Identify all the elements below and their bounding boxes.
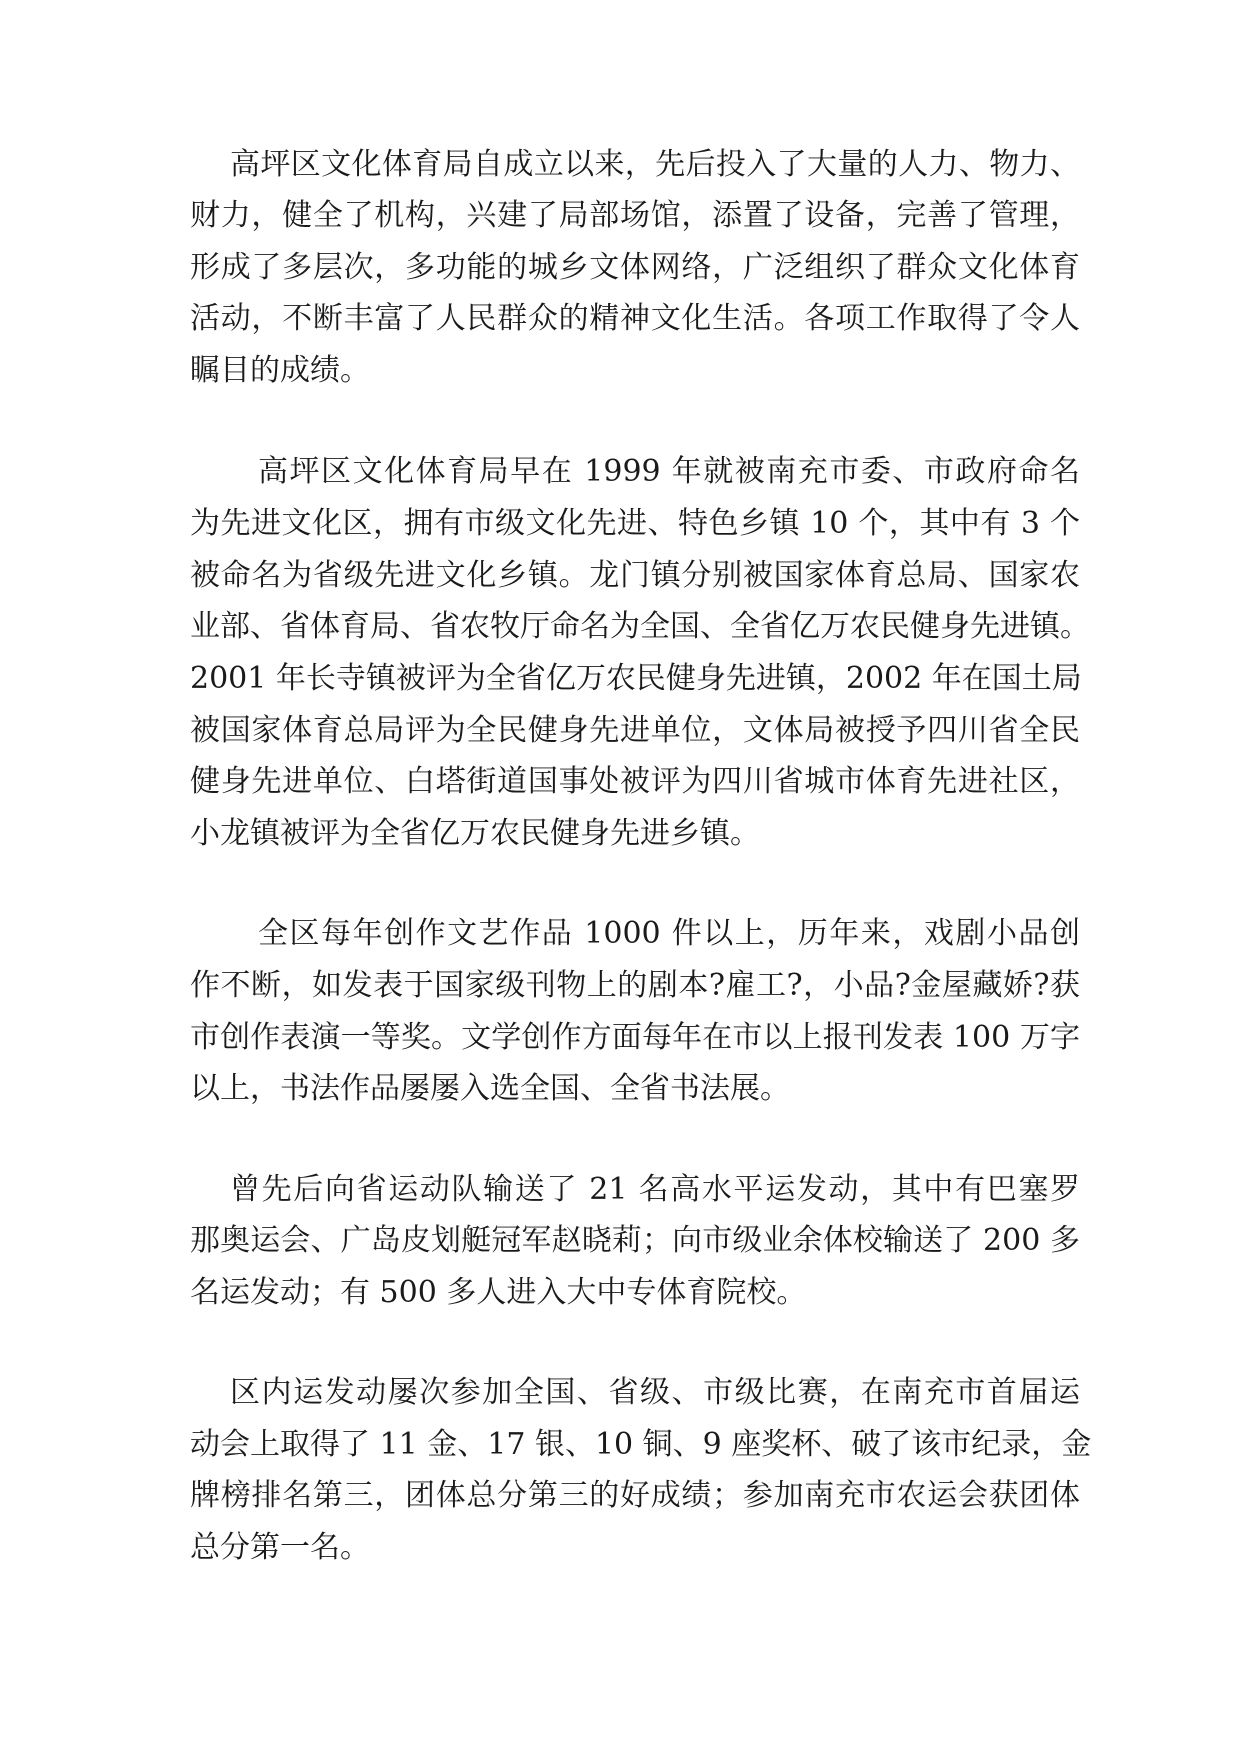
paragraph-1-line-2: 财力，健全了机构，兴建了局部场馆，添置了设备，完善了管理， xyxy=(190,198,1080,233)
paragraph-2-line-5: 2001 年长寺镇被评为全省亿万农民健身先进镇，2002 年在国土局 xyxy=(190,661,1082,696)
paragraph-5-line-3: 牌榜排名第三，团体总分第三的好成绩；参加南充市农运会获团体 xyxy=(190,1478,1080,1513)
paragraph-4-line-3: 名运发动；有 500 多人进入大中专体育院校。 xyxy=(190,1275,807,1310)
paragraph-2-line-3: 被命名为省级先进文化乡镇。龙门镇分别被国家体育总局、国家农 xyxy=(190,558,1080,593)
paragraph-1-line-1: 高坪区文化体育局自成立以来，先后投入了大量的人力、物力、 xyxy=(230,147,1080,182)
paragraph-2-line-6: 被国家体育总局评为全民健身先进单位，文体局被授予四川省全民 xyxy=(190,713,1080,748)
paragraph-2-line-2: 为先进文化区，拥有市级文化先进、特色乡镇 10 个，其中有 3 个 xyxy=(190,506,1080,541)
paragraph-2-line-7: 健身先进单位、白塔街道国事处被评为四川省城市体育先进社区， xyxy=(190,764,1080,799)
paragraph-1-line-5: 瞩目的成绩。 xyxy=(190,353,370,388)
paragraph-1-line-4: 活动，不断丰富了人民群众的精神文化生活。各项工作取得了令人 xyxy=(190,301,1080,336)
paragraph-1-line-3: 形成了多层次，多功能的城乡文体网络，广泛组织了群众文化体育 xyxy=(190,250,1080,285)
paragraph-2-line-1: 高坪区文化体育局早在 1999 年就被南充市委、市政府命名 xyxy=(258,454,1080,489)
paragraph-2-line-8: 小龙镇被评为全省亿万农民健身先进乡镇。 xyxy=(190,816,760,851)
paragraph-4-line-2: 那奥运会、广岛皮划艇冠军赵晓莉；向市级业余体校输送了 200 多 xyxy=(190,1223,1080,1258)
paragraph-3-line-3: 市创作表演一等奖。文学创作方面每年在市以上报刊发表 100 万字 xyxy=(190,1020,1080,1055)
paragraph-3-line-2: 作不断，如发表于国家级刊物上的剧本?雇工?，小品?金屋藏娇?获 xyxy=(190,968,1080,1003)
paragraph-3-line-1: 全区每年创作文艺作品 1000 件以上，历年来，戏剧小品创 xyxy=(258,916,1080,951)
paragraph-3-line-4: 以上，书法作品屡屡入选全国、全省书法展。 xyxy=(190,1071,790,1106)
paragraph-2-line-4: 业部、省体育局、省农牧厅命名为全国、全省亿万农民健身先进镇。 xyxy=(190,609,1090,644)
paragraph-5-line-2: 动会上取得了 11 金、17 银、10 铜、9 座奖杯、破了该市纪录，金 xyxy=(190,1427,1092,1462)
paragraph-5-line-4: 总分第一名。 xyxy=(190,1530,370,1565)
paragraph-5-line-1: 区内运发动屡次参加全国、省级、市级比赛，在南充市首届运 xyxy=(230,1375,1080,1410)
paragraph-4-line-1: 曾先后向省运动队输送了 21 名高水平运发动，其中有巴塞罗 xyxy=(230,1172,1080,1207)
